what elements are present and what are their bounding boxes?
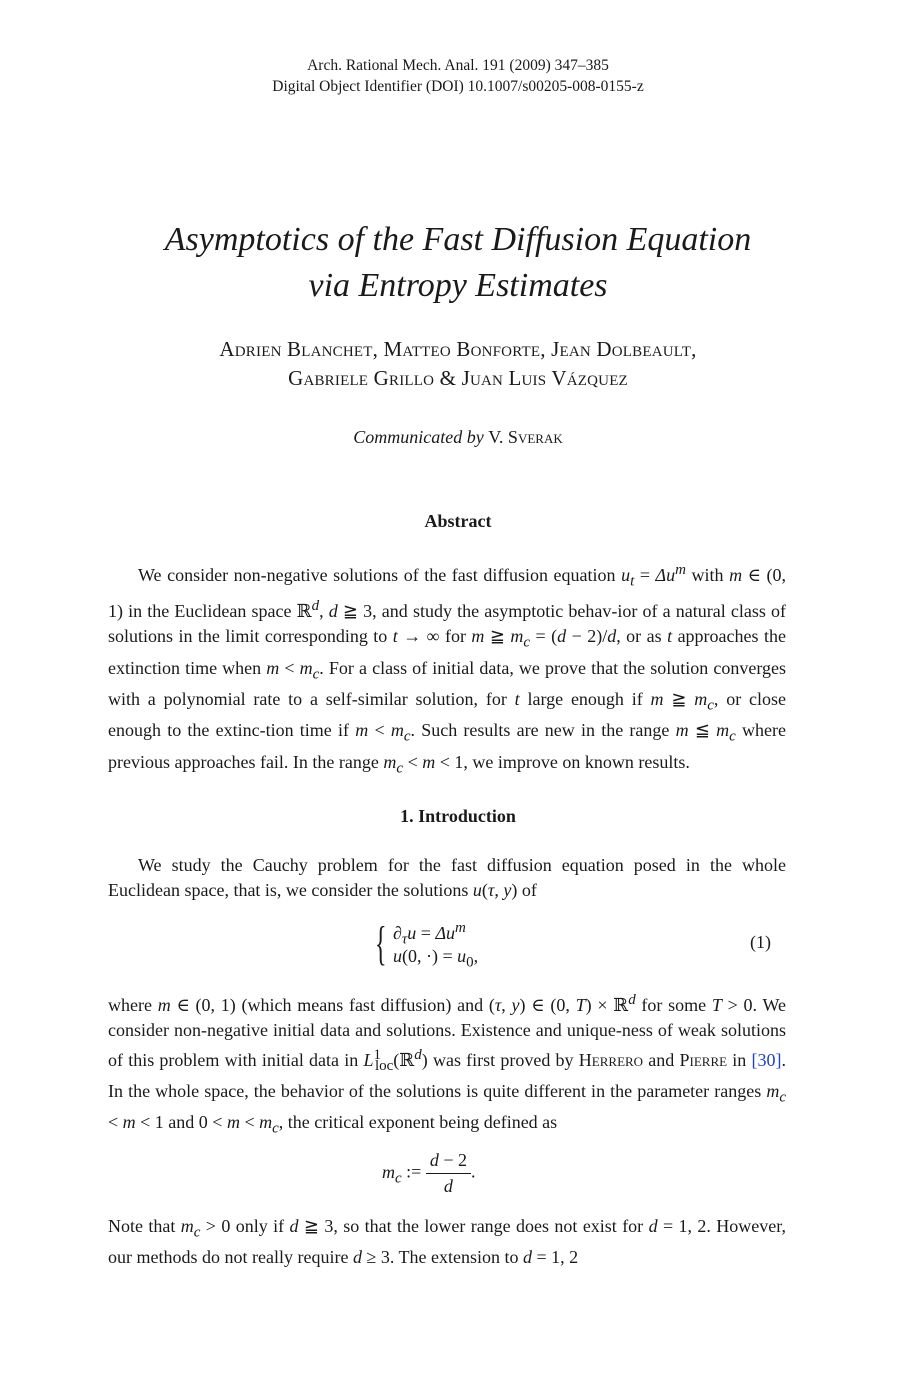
authors-line-1: Adrien Blanchet, Matteo Bonforte, Jean Dolbeault, <box>219 337 697 361</box>
abstract-heading: Abstract <box>424 511 492 531</box>
doi-line: Digital Object Identifier (DOI) 10.1007/s00205-008-0155-z <box>272 78 644 95</box>
intro-paragraph-2: where m ∈ (0, 1) (which means fast diffusion) and (τ, y) ∈ (0, T) × ℝ$^d$ for some T > 0. We consider non-negative initial data and solutions. Existence and unique-ness of weak solutions of this problem with initial data in $L^1_{loc}(ℝ^d)$ was first proved by Herrero and Pierre in [30]. In the whole space, the behavior of the solutions is quite different in the parameter ranges $m_c < m < 1$ and $0 < m < m_c$, the critical exponent being defined as <box>108 992 787 1137</box>
equation-1-line-1: $\partial_\tau u = \Delta u^m$ <box>393 920 466 948</box>
introduction-heading: 1. Introduction <box>400 806 516 826</box>
intro-paragraph-3: Note that $m_c > 0$ only if d ≧ 3, so that the lower range does not exist for d = 1, 2. However, our methods do not really require d ≥ 3. The extension to d = 1, 2 <box>108 1216 786 1268</box>
equation-number: (1) <box>750 932 771 952</box>
abstract-text: We consider non-negative solutions of the fast diffusion equation $u_t = \Delta u^m$ with m ∈ (0, 1) in the Euclidean space ℝ$^d$, d ≧ 3, and study the asymptotic behav-ior of a natural class of solutions in the limit corresponding to t → ∞ for m ≧ $m_c = (d - 2)/d$, or as t approaches the extinction time when $m < m_c$. For a class of initial data, we prove that the solution converges with a polynomial rate to a self-similar solution, for t large enough if m ≧ $m_c$, or close enough to the extinc-tion time if $m < m_c$. Such results are new in the range m ≦ $m_c$ where previous approaches fail. In the range $m_c < m < 1$, we improve on known results. <box>108 562 787 777</box>
equation-1 <box>375 918 535 974</box>
paper-title-line-1: Asymptotics of the Fast Diffusion Equation <box>164 221 752 258</box>
left-brace: { <box>375 917 387 970</box>
fraction: $\frac{d - 2}{d}$ <box>426 1150 471 1197</box>
communicated-by <box>0 427 916 448</box>
equation-1-line-2: u(0, ·) = $u_0$, <box>393 946 479 971</box>
communicating-editor: V. Sverak <box>488 427 563 447</box>
authors-line-2: Gabriele Grillo & Juan Luis Vázquez <box>288 366 628 390</box>
journal-citation: Arch. Rational Mech. Anal. 191 (2009) 347–385 <box>307 57 609 74</box>
citation-link[interactable]: [30] <box>751 1049 782 1070</box>
paper-title-line-2: via Entropy Estimates <box>308 267 608 304</box>
critical-exponent-equation: $m_c$ := $\frac{d - 2}{d}$ . <box>382 1150 476 1196</box>
communicated-prefix: Communicated by <box>353 427 484 447</box>
intro-paragraph-1: We study the Cauchy problem for the fast diffusion equation posed in the whole Euclidean space, that is, we consider the solutions u(τ, y) of <box>108 855 786 900</box>
